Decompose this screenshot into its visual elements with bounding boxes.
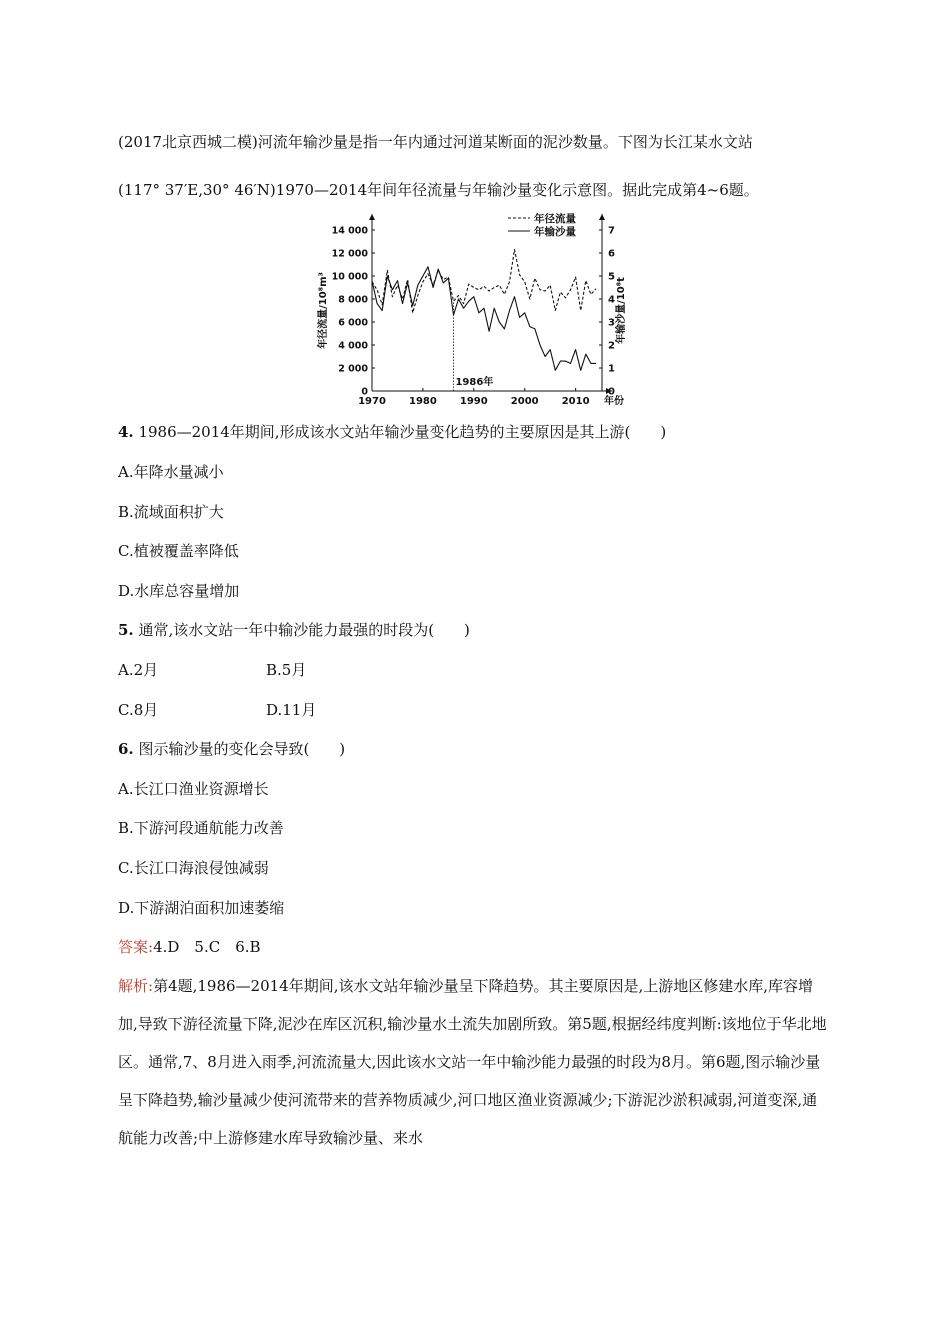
y-right-tick-label: 0	[608, 386, 615, 398]
explanation	[118, 967, 830, 1157]
answer-line	[118, 937, 261, 957]
series-runoff-line	[372, 250, 596, 313]
question-4-number: 4.	[118, 423, 134, 441]
explanation-text: 第4题,1986—2014年期间,该水文站年输沙量呈下降趋势。其主要原因是,上游地区修建水库,库容增加,导致下游径流量下降,泥沙在库区沉积,输沙量水土流失加剧所致。第5题,根据经纬度判断:该地位于华北地区。通常,7、8月进入雨季,河流流量大,因此该水文站一年中输沙能力最强的时段为8月。第6题,图示输沙量呈下降趋势,输沙量减少使河流带来的营养物质减少,河口地区渔业资源减少;下游泥沙淤积减弱,河道变深,通航能力改善;中上游修建水库导致输沙量、来水	[118, 977, 827, 1147]
answer-label: 答案:	[118, 938, 154, 956]
q6-option-c: C.长江口海浪侵蚀减弱	[118, 859, 269, 877]
x-axis-label: 年份	[604, 396, 624, 407]
y-right-axis-arrow	[599, 214, 605, 220]
question-4	[118, 422, 666, 442]
y-left-tick-label: 14 000	[331, 225, 368, 237]
runoff-sediment-chart	[312, 208, 652, 408]
intro-line-1: (2017北京西城二模)河流年输沙量是指一年内通过河道某断面的泥沙数量。下图为长江某水文站	[118, 133, 753, 151]
question-5	[118, 620, 470, 640]
x-tick-label: 1990	[459, 396, 488, 407]
question-6-number: 6.	[118, 740, 134, 758]
annotation-label: 1986年	[455, 377, 494, 388]
question-4-text: 1986—2014年期间,形成该水文站年输沙量变化趋势的主要原因是其上游( )	[133, 423, 667, 441]
question-6-text: 图示输沙量的变化会导致( )	[133, 740, 346, 758]
y-right-tick-label: 7	[608, 225, 615, 237]
explanation-label: 解析:	[118, 977, 154, 995]
x-tick-label: 1970	[358, 396, 386, 407]
x-tick-label: 1980	[408, 396, 437, 407]
question-6	[118, 739, 345, 759]
y-right-axis-label: 年输沙量/10⁸t	[616, 277, 627, 344]
q5-option-b: B.5月	[266, 661, 307, 679]
q4-option-c: C.植被覆盖率降低	[118, 542, 239, 560]
y-left-tick-label: 8 000	[338, 294, 368, 306]
q5-option-c: C.8月	[118, 701, 159, 719]
legend-label: 年输沙量	[534, 226, 576, 238]
x-tick-label: 2010	[561, 396, 590, 407]
q6-option-d: D.下游湖泊面积加速萎缩	[118, 899, 285, 917]
q6-option-b: B.下游河段通航能力改善	[118, 819, 284, 837]
y-left-axis-arrow	[369, 214, 375, 220]
y-right-tick-label: 6	[608, 248, 615, 260]
question-5-number: 5.	[118, 621, 134, 639]
q5-option-a: A.2月	[118, 661, 159, 679]
y-left-tick-label: 10 000	[331, 271, 368, 283]
answer-text: 4.D 5.C 6.B	[153, 938, 261, 956]
legend-label: 年径流量	[534, 213, 576, 225]
q4-option-a: A.年降水量减小	[118, 463, 224, 481]
y-left-axis-label: 年径流量/10⁸m³	[318, 272, 329, 349]
chart-series	[372, 250, 596, 391]
y-left-tick-label: 12 000	[331, 248, 368, 260]
y-right-tick-label: 4	[608, 294, 615, 306]
x-tick-label: 2000	[510, 396, 539, 407]
q6-option-a: A.长江口渔业资源增长	[118, 780, 269, 798]
y-left-tick-label: 6 000	[338, 317, 368, 329]
question-5-text: 通常,该水文站一年中输沙能力最强的时段为( )	[133, 621, 470, 639]
q5-option-d: D.11月	[266, 701, 317, 719]
y-right-tick-label: 2	[608, 340, 615, 352]
intro-line-2: (117° 37′E,30° 46′N)1970—2014年间年径流量与年输沙量变化示意图。据此完成第4~6题。	[118, 181, 759, 199]
y-left-tick-label: 2 000	[338, 363, 368, 375]
y-left-tick-label: 0	[361, 386, 368, 398]
q4-option-b: B.流域面积扩大	[118, 503, 224, 521]
y-right-tick-label: 5	[608, 271, 615, 283]
chart-axes	[369, 214, 612, 394]
y-right-tick-label: 3	[608, 317, 615, 329]
y-left-tick-label: 4 000	[338, 340, 368, 352]
y-right-tick-label: 1	[608, 363, 615, 375]
chart-legend	[508, 212, 576, 238]
series-sediment-line	[372, 267, 596, 371]
q4-option-d: D.水库总容量增加	[118, 582, 240, 600]
